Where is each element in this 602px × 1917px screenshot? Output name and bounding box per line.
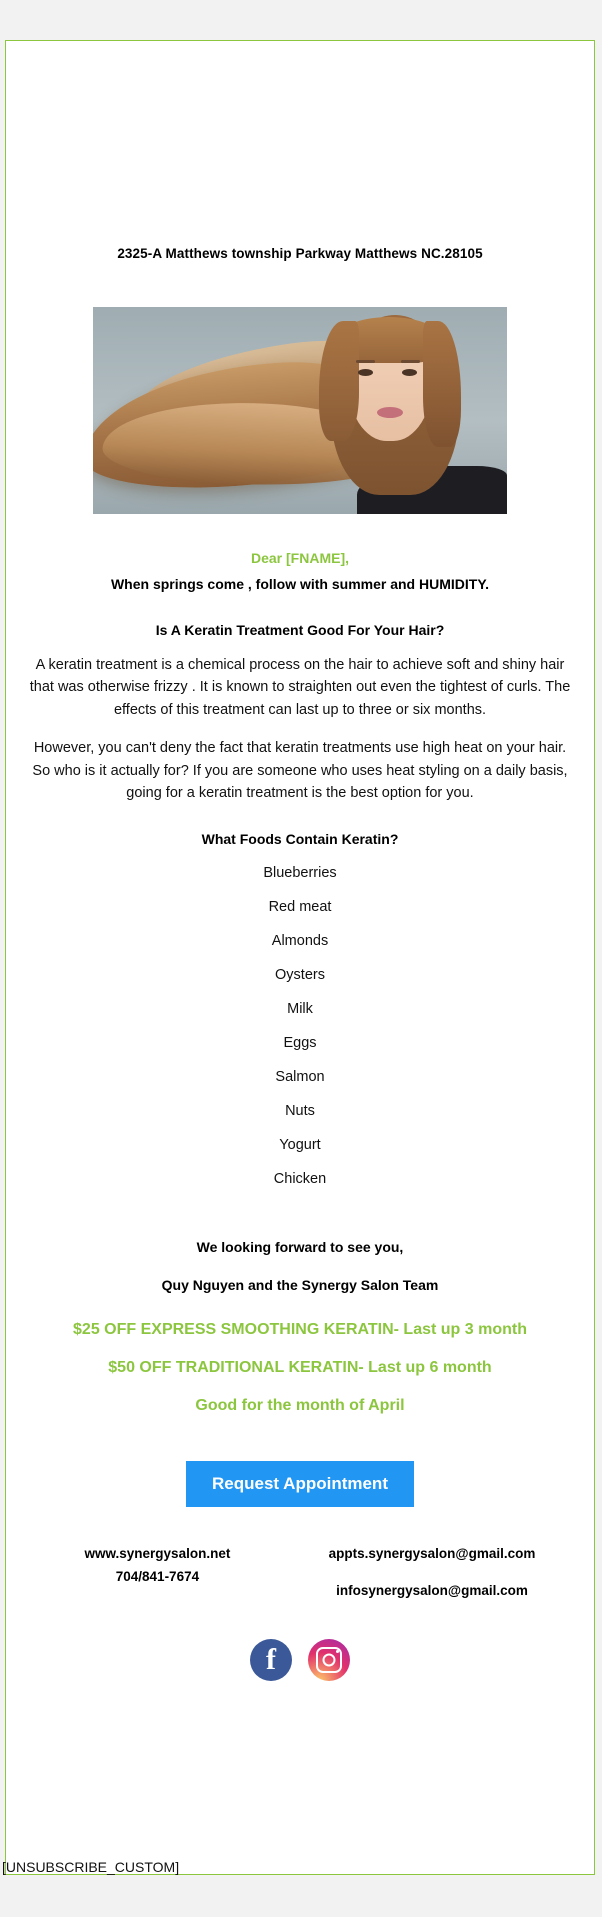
offer-line-3: Good for the month of April [195,1396,405,1414]
food-item: Chicken [273,1170,327,1187]
offer-line-2: $50 OFF TRADITIONAL KERATIN- Last up 6 month [108,1358,492,1376]
unsubscribe-link[interactable]: [UNSUBSCRIBE_CUSTOM] [2,1859,180,1875]
email-address-appointments[interactable]: appts.synergysalon@gmail.com [328,1545,536,1561]
food-item: Oysters [275,966,325,983]
offer-line-1: $25 OFF EXPRESS SMOOTHING KERATIN- Last up 3 month [73,1320,527,1338]
hero-image-container [20,307,580,514]
facebook-icon[interactable]: f [250,1639,292,1681]
food-item: Red meat [268,898,332,915]
food-item: Nuts [285,1102,315,1119]
phone-number[interactable]: 704/841-7674 [115,1568,200,1584]
signoff-line-2: Quy Nguyen and the Synergy Salon Team [161,1276,439,1293]
contact-block [20,1543,580,1603]
social-links [20,1639,580,1681]
body-paragraph-2: However, you can't deny the fact that keratin treatments use high heat on your hair. So who is it actually for? If you are someone who uses heat styling on a daily basis, going for a keratin treatment is the best option for you. [32,740,568,802]
food-item: Milk [287,1000,313,1017]
email-address-info[interactable]: infosynergysalon@gmail.com [336,1582,528,1598]
top-spacer [20,41,580,246]
contact-right-column [300,1543,564,1603]
foods-heading: What Foods Contain Keratin? [201,830,399,847]
contact-left-column [36,1543,279,1603]
question-heading: Is A Keratin Treatment Good For Your Hair? [155,622,445,638]
request-appointment-button[interactable]: Request Appointment [186,1461,414,1507]
greeting-line: Dear [FNAME], [250,550,349,566]
cta-container [20,1461,580,1507]
email-body-frame [5,40,595,1875]
signoff-line-1: We looking forward to see you, [196,1238,404,1255]
body-paragraph-1: A keratin treatment is a chemical process on the hair to achieve soft and shiny hair that was otherwise frizzy . It is known to straighten out even the tightest of curls. The effects of this treatment can last up to three or six months. [29,657,571,718]
food-item: Eggs [283,1034,317,1051]
food-item: Salmon [275,1068,325,1085]
salon-address: 2325-A Matthews township Parkway Matthews NC.28105 [117,246,483,261]
website-link[interactable]: www.synergysalon.net [84,1545,231,1561]
food-item: Almonds [271,932,329,949]
instagram-icon[interactable] [308,1639,350,1681]
food-item: Yogurt [279,1136,321,1153]
hero-image-hair-model [93,307,507,514]
subheadline: When springs come , follow with summer and HUMIDITY. [110,576,490,592]
food-item: Blueberries [263,864,337,881]
